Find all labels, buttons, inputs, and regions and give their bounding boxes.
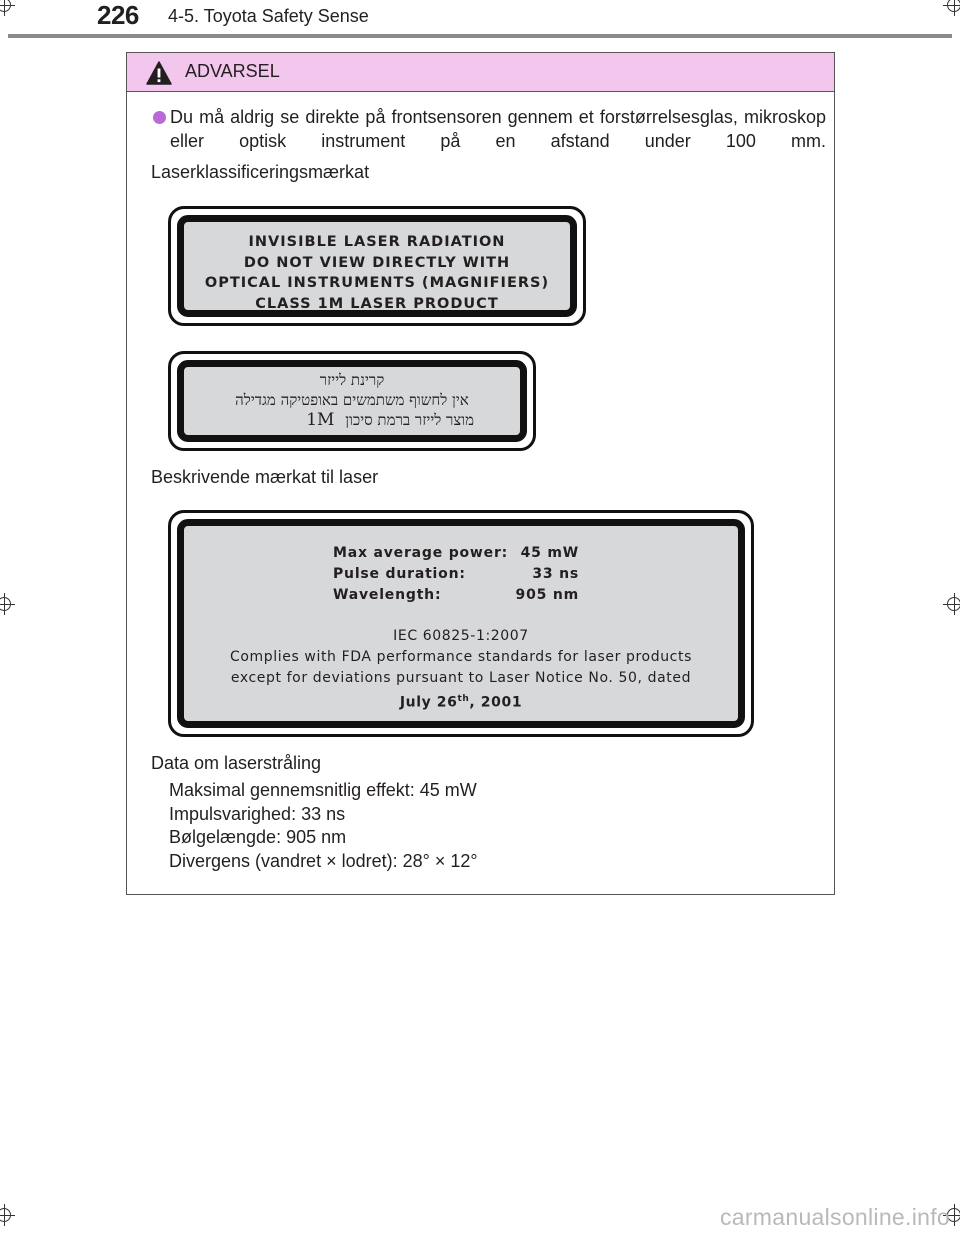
date-ordinal: th <box>457 694 470 704</box>
label-line: CLASS 1M LASER PRODUCT <box>255 295 499 312</box>
label-line <box>184 370 520 390</box>
registration-mark-icon <box>943 0 960 16</box>
spec-value: 45 mW <box>520 545 579 561</box>
compliance-line: except for deviations pursuant to Laser Notice No. 50, dated <box>230 670 692 686</box>
compliance-line: Complies with FDA performance standards for laser products <box>230 649 692 665</box>
label-panel <box>177 215 577 317</box>
laser-class-label-english <box>168 206 586 326</box>
descriptive-heading: Beskrivende mærkat til laser <box>151 467 379 487</box>
label-panel <box>177 360 527 442</box>
data-heading: Data om laserstråling <box>151 753 322 773</box>
list-item: Divergens (vandret × lodret): 28° × 12° <box>169 850 478 871</box>
watermark: carmanualsonline.info <box>719 1204 950 1230</box>
date-line <box>184 689 738 714</box>
registration-mark-icon <box>0 1204 15 1226</box>
laser-class-code: 1M <box>306 410 335 430</box>
hebrew-line-3: מוצר לייזר ברמת סיכון <box>345 411 474 429</box>
list-item: Bølgelængde: 905 nm <box>169 827 347 847</box>
label-text-block <box>184 232 570 314</box>
label-line <box>184 410 520 430</box>
header-rule <box>8 34 952 38</box>
warning-box <box>126 52 835 895</box>
label-line <box>184 390 520 410</box>
warning-triangle-icon <box>146 61 172 85</box>
spec-value: 33 ns <box>532 566 579 582</box>
date-year: , 2001 <box>469 694 523 711</box>
registration-mark-icon <box>0 593 15 615</box>
label-text-block <box>184 370 520 430</box>
page-number: 226 <box>97 0 139 30</box>
list-item: Impulsvarighed: 33 ns <box>169 803 346 824</box>
label-panel <box>177 519 745 728</box>
classification-heading: Laserklassificeringsmærkat <box>151 162 370 182</box>
registration-mark-icon <box>0 0 15 16</box>
label-line: DO NOT VIEW DIRECTLY WITH <box>243 254 511 271</box>
hebrew-line-2: אין לחשוף משתמשים באופטיקה מגדילה <box>235 391 469 409</box>
spec-key: Pulse duration: <box>333 566 466 582</box>
laser-class-label-hebrew <box>168 351 536 451</box>
list-item: Maksimal gennemsnitlig effekt: 45 mW <box>169 780 477 800</box>
warning-title: ADVARSEL <box>185 61 280 81</box>
date-prefix: July 26 <box>399 694 458 711</box>
bullet-dot <box>153 111 166 124</box>
standard-line: IEC 60825-1:2007 <box>393 628 529 644</box>
label-line: INVISIBLE LASER RADIATION <box>248 234 506 250</box>
laser-descriptive-label <box>168 510 754 737</box>
section-title: 4-5. Toyota Safety Sense <box>168 6 369 26</box>
warning-header <box>127 53 834 92</box>
hebrew-line-1: קרינת לייזר <box>319 371 385 389</box>
label-line: OPTICAL INSTRUMENTS (MAGNIFIERS) <box>204 275 550 291</box>
spec-key: Wavelength: <box>333 587 442 603</box>
bullet-text: Du må aldrig se direkte på frontsensoren gennem et forstørrelsesglas, mikroskop eller optisk instrument på en afstand under 100 mm. <box>170 107 826 151</box>
registration-mark-icon <box>943 593 960 615</box>
compliance-text <box>184 626 738 714</box>
spec-key: Max average power: <box>333 545 509 561</box>
data-list <box>169 779 478 873</box>
spec-value: 905 nm <box>515 587 579 603</box>
